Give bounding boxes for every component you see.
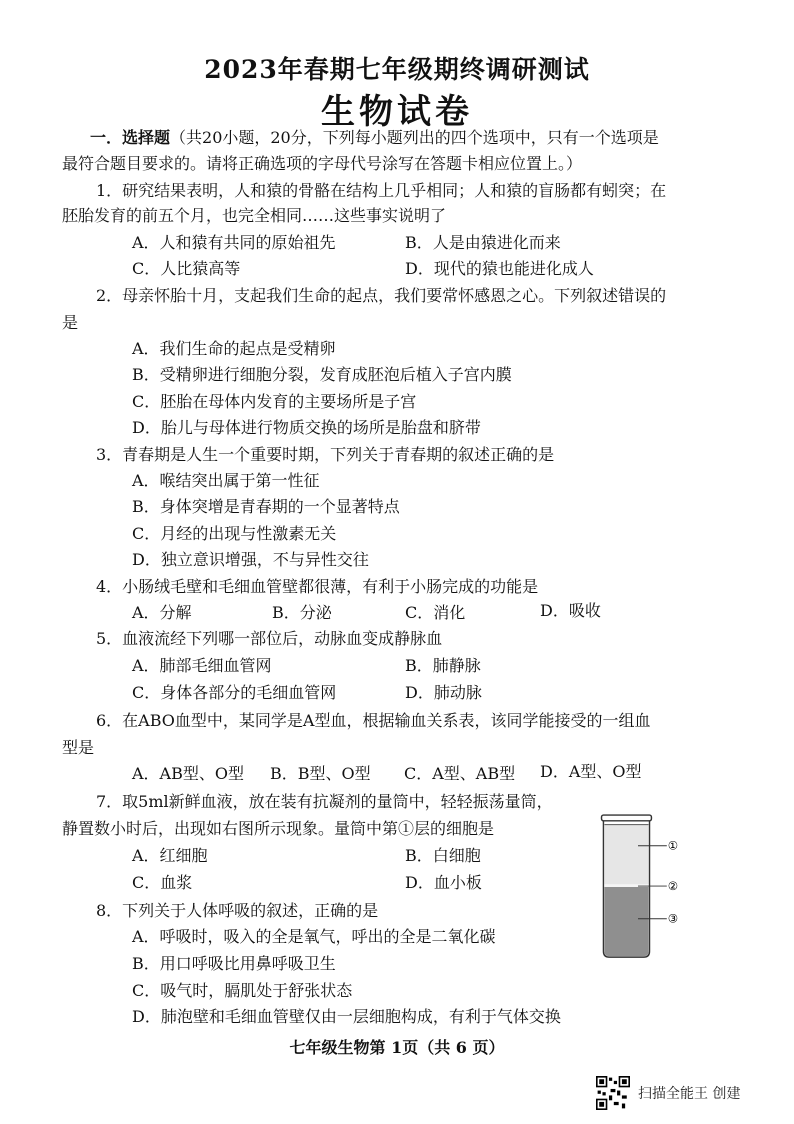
question-1-option-b: B．人是由猿进化而来	[405, 233, 561, 252]
question-1-option-d: D．现代的猿也能进化成人	[405, 259, 594, 278]
question-4-option-a: A．分解	[132, 603, 192, 622]
exam-subtitle: 生物试卷	[321, 92, 473, 132]
question-3-option-c: C．月经的出现与性激素无关	[132, 524, 337, 543]
section-intro-line1	[90, 128, 659, 148]
scanner-watermark	[596, 1075, 740, 1111]
question-2-option-c: C．胚胎在母体内发育的主要场所是子宫	[132, 392, 417, 411]
question-3-stem: 3．青春期是人生一个重要时期，下列关于青春期的叙述正确的是	[96, 445, 555, 464]
question-3-option-b: B．身体突增是青春期的一个显著特点	[132, 497, 400, 516]
question-1-option-a: A．人和猿有共同的原始祖先	[132, 233, 336, 252]
section-instructions: （共20小题，20分，下列每小题列出的四个选项中，只有一个选项是	[170, 128, 659, 147]
question-2-option-b: B．受精卵进行细胞分裂，发育成胚泡后植入子宫内膜	[132, 365, 512, 384]
page-footer: 七年级生物第 1页（共 6 页）	[289, 1038, 505, 1057]
plasma-layer	[604, 825, 648, 886]
question-8-option-d: D．肺泡壁和毛细血管壁仅由一层细胞构成，有利于气体交换	[132, 1007, 561, 1026]
question-8-option-c: C．吸气时，膈肌处于舒张状态	[132, 981, 353, 1000]
question-1-stem-cont: 胚胎发育的前五个月，也完全相同……这些事实说明了	[62, 206, 447, 225]
question-4-stem: 4．小肠绒毛壁和毛细血管壁都很薄，有利于小肠完成的功能是	[96, 577, 539, 596]
question-3-option-d: D．独立意识增强，不与异性交往	[132, 550, 369, 569]
question-3-option-a: A．喉结突出属于第一性征	[132, 471, 320, 490]
layer-label-2: ②	[667, 878, 679, 893]
question-7-option-b: B．白细胞	[405, 846, 481, 865]
question-5-option-c: C．身体各部分的毛细血管网	[132, 683, 337, 702]
red-cell-layer	[604, 887, 648, 956]
question-7-option-a: A．红细胞	[132, 846, 208, 865]
question-6-option-b: B．B型、O型	[270, 764, 371, 783]
question-8-option-a: A．呼吸时，吸入的全是氧气，呼出的全是二氧化碳	[132, 927, 496, 946]
question-6-stem: 6．在ABO血型中，某同学是A型血，根据输血关系表，该同学能接受的一组血	[96, 711, 651, 730]
question-2-stem-cont: 是	[62, 313, 79, 332]
question-7-option-c: C．血浆	[132, 873, 193, 892]
question-6-option-a: A．AB型、O型	[132, 764, 244, 783]
question-5-option-d: D．肺动脉	[405, 683, 482, 702]
question-6-stem-cont: 型是	[62, 738, 95, 757]
question-4-option-c: C．消化	[405, 603, 466, 622]
question-5-option-b: B．肺静脉	[405, 656, 481, 675]
blood-cylinder-figure	[590, 810, 686, 966]
question-1-option-c: C．人比猿高等	[132, 259, 241, 278]
question-5-stem: 5．血液流经下列哪一部位后，动脉血变成静脉血	[96, 629, 443, 648]
layer-label-1: ①	[667, 838, 679, 853]
question-5-option-a: A．肺部毛细血管网	[132, 656, 272, 675]
qr-code-icon	[596, 1076, 630, 1110]
question-6-option-d: D．A型、O型	[540, 762, 642, 781]
question-7-stem: 7．取5ml新鲜血液，放在装有抗凝剂的量筒中，轻轻振荡量筒，	[96, 792, 553, 811]
question-8-option-b: B．用口呼吸比用鼻呼吸卫生	[132, 954, 336, 973]
buffy-coat-layer	[604, 884, 648, 887]
question-4-option-b: B．分泌	[272, 603, 332, 622]
scanner-watermark-text: 扫描全能王 创建	[638, 1086, 741, 1102]
question-6-option-c: C．A型、AB型	[404, 764, 516, 783]
question-2-stem: 2．母亲怀胎十月，支起我们生命的起点，我们要常怀感恩之心。下列叙述错误的	[96, 286, 667, 305]
question-2-option-a: A．我们生命的起点是受精卵	[132, 339, 336, 358]
question-1-stem: 1．研究结果表明，人和猿的骨骼在结构上几乎相同；人和猿的盲肠都有蚓突；在	[96, 181, 667, 200]
question-7-option-d: D．血小板	[405, 873, 482, 892]
question-2-option-d: D．胎儿与母体进行物质交换的场所是胎盘和脐带	[132, 418, 481, 437]
question-7-stem-cont: 静置数小时后，出现如右图所示现象。量筒中第①层的细胞是	[62, 819, 495, 838]
exam-title: 2023年春期七年级期终调研测试	[204, 55, 590, 84]
section-intro-line2: 最符合题目要求的。请将正确选项的字母代号涂写在答题卡相应位置上。）	[62, 154, 583, 173]
question-8-stem: 8．下列关于人体呼吸的叙述，正确的是	[96, 901, 379, 920]
section-heading: 一．选择题	[90, 128, 171, 147]
question-4-option-d: D．吸收	[540, 601, 601, 620]
layer-label-3: ③	[667, 911, 679, 926]
